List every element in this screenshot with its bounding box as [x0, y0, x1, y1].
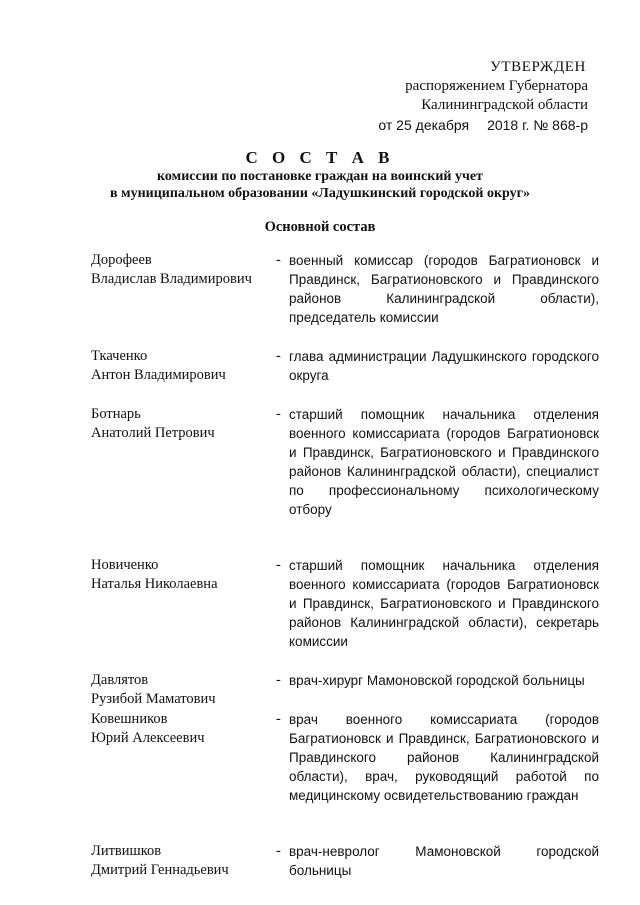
- member-given-name: Наталья Николаевна: [91, 576, 218, 592]
- member-row: [91, 671, 599, 707]
- approval-line-1: распоряжением Губернатора: [405, 78, 588, 94]
- member-given-name: Юрий Алексеевич: [91, 730, 205, 746]
- member-role: врач-хирург Мамоновской городской больницы: [289, 673, 585, 688]
- member-row: [91, 842, 599, 880]
- approval-line-2: Калининградской области: [421, 97, 588, 113]
- member-role: военный комиссар (городов Багратионовск и Правдинск, Багратионовского и Правдинского районов Калининградской области), председатель комиссии: [289, 253, 599, 325]
- document-subtitle-1: комиссии по постановке граждан на воинский учет: [157, 169, 483, 184]
- member-surname: Ткаченко: [91, 348, 148, 364]
- approval-block: [378, 58, 588, 135]
- document-heading: [0, 148, 640, 202]
- member-surname: Давлятов: [91, 672, 149, 688]
- member-surname: Дорофеев: [91, 252, 152, 268]
- member-row: [91, 556, 599, 651]
- member-name: [91, 710, 281, 748]
- approval-date-prefix: от 25 декабря: [378, 117, 470, 133]
- member-role: глава администрации Ладушкинского городского округа: [289, 349, 599, 383]
- member-dash: -: [276, 348, 281, 364]
- member-name: [91, 556, 281, 594]
- approval-title: УТВЕРЖДЕН: [490, 59, 586, 75]
- member-dash: -: [276, 252, 281, 268]
- member-surname: Ботнарь: [91, 406, 141, 422]
- member-given-name: Владислав Владимирович: [91, 271, 252, 287]
- member-given-name: Дмитрий Геннадьевич: [91, 862, 229, 878]
- member-role: старший помощник начальника отделения военного комиссариата (городов Багратионовск и Правдинск, Багратионовского и Правдинского районов Калининградской области), специалист по профессиональному психологическому отбору: [289, 407, 599, 517]
- member-name: [91, 405, 281, 443]
- member-dash: -: [276, 557, 281, 573]
- member-name: [91, 251, 281, 289]
- member-role: врач военного комиссариата (городов Багратионовск и Правдинск, Багратионовского и Правдинского районов Калининградской области), врач, руководящий работой по медицинскому освидетельствованию граждан: [289, 712, 599, 803]
- member-row: [91, 251, 599, 327]
- member-given-name: Анатолий Петрович: [91, 425, 215, 441]
- approval-date-suffix: 2018 г. № 868-р: [487, 117, 588, 133]
- member-dash: -: [276, 843, 281, 859]
- member-given-name: Рузибой Маматович: [91, 691, 216, 707]
- member-name: [91, 842, 281, 880]
- section-title: Основной состав: [264, 219, 376, 235]
- member-role: врач-невролог Мамоновской городской больницы: [289, 844, 599, 878]
- document-title: С О С Т А В: [245, 148, 395, 167]
- member-name: [91, 347, 281, 385]
- member-surname: Ковешников: [91, 711, 168, 727]
- member-surname: Новиченко: [91, 557, 159, 573]
- member-surname: Литвишков: [91, 843, 162, 859]
- member-dash: -: [276, 711, 281, 727]
- member-dash: -: [276, 672, 281, 688]
- member-row: [91, 710, 599, 805]
- members-list: [91, 251, 599, 880]
- member-name: [91, 671, 281, 709]
- member-row: [91, 347, 599, 385]
- member-given-name: Антон Владимирович: [91, 367, 226, 383]
- document-subtitle-2: в муниципальном образовании «Ладушкинский городской округ»: [110, 186, 530, 201]
- member-role: старший помощник начальника отделения военного комиссариата (городов Багратионовск и Правдинск, Багратионовского и Правдинского районов Калининградской области), секретарь комиссии: [289, 558, 599, 649]
- approval-date: [378, 116, 588, 135]
- member-row: [91, 405, 599, 519]
- member-dash: -: [276, 406, 281, 422]
